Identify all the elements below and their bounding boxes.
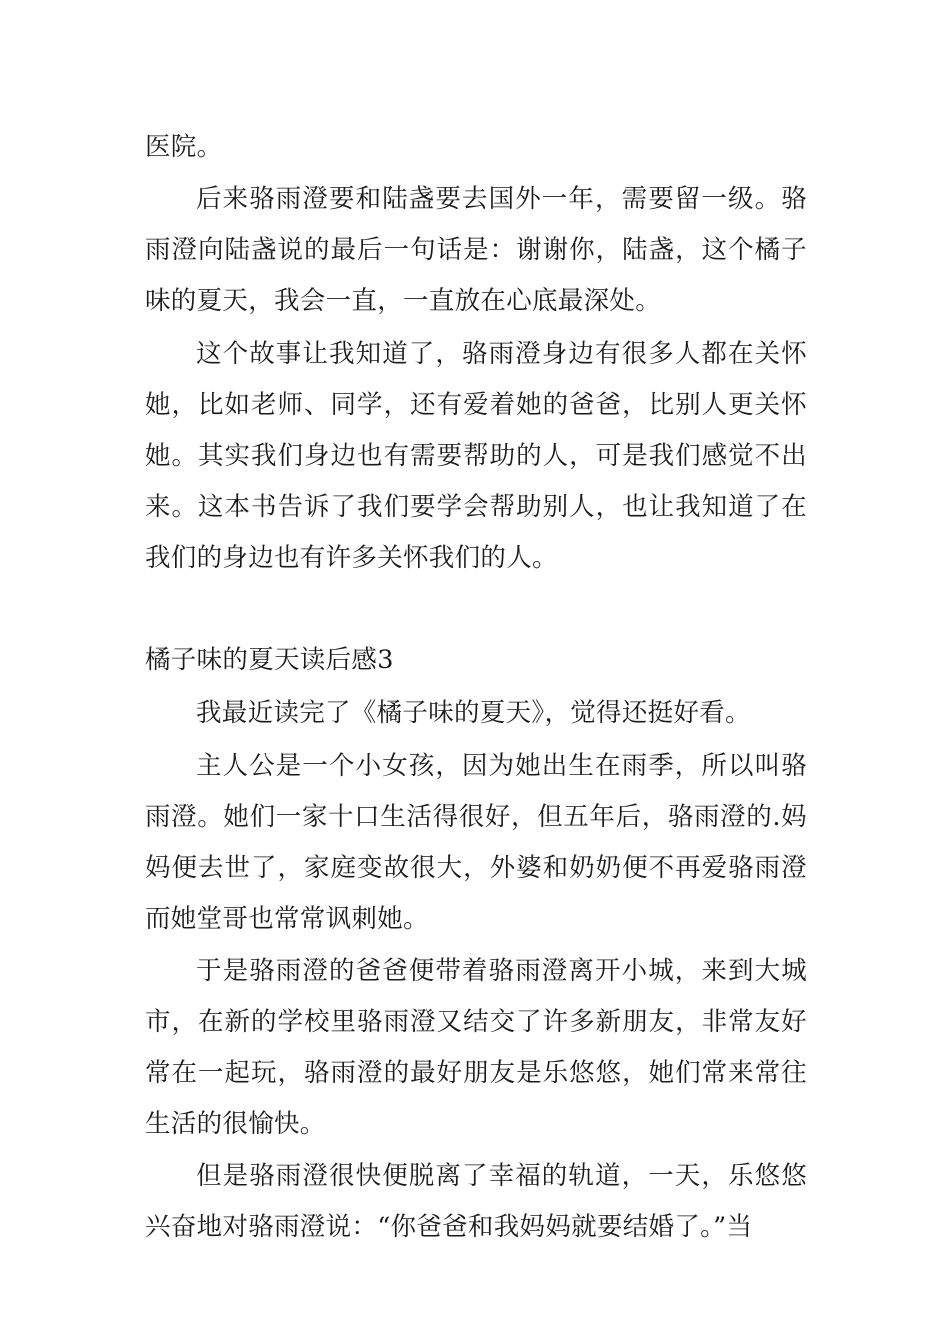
paragraph: 主人公是一个小女孩，因为她出生在雨季，所以叫骆雨澄。她们一家十口生活得很好，但五年后，骆雨澄的.妈妈便去世了，家庭变故很大，外婆和奶奶便不再爱骆雨澄而她堂哥也常常讽刺她。 — [145, 750, 807, 934]
section-title: 橘子味的夏天读后感3 — [145, 645, 394, 676]
paragraph: 医院。 — [145, 132, 223, 162]
paragraph: 这个故事让我知道了，骆雨澄身边有很多人都在关怀她，比如老师、同学，还有爱着她的爸爸，比别人更关怀她。其实我们身边也有需要帮助的人，可是我们感觉不出来。这本书告诉了我们要学会帮助别人，也让我知道了在我们的身边也有许多关怀我们的人。 — [145, 338, 807, 573]
paragraph: 但是骆雨澄很快便脱离了幸福的轨道，一天，乐悠悠兴奋地对骆雨澄说：“你爸爸和我妈妈就要结婚了。”当 — [145, 1161, 807, 1243]
paragraph: 于是骆雨澄的爸爸便带着骆雨澄离开小城，来到大城市，在新的学校里骆雨澄又结交了许多新朋友，非常友好常在一起玩，骆雨澄的最好朋友是乐悠悠，她们常来常往生活的很愉快。 — [145, 955, 807, 1139]
section-gap — [145, 585, 807, 635]
paragraph: 我最近读完了《橘子味的夏天》，觉得还挺好看。 — [196, 698, 751, 729]
paragraph: 后来骆雨澄要和陆盏要去国外一年，需要留一级。骆雨澄向陆盏说的最后一句话是：谢谢你，陆盏，这个橘子味的夏天，我会一直，一直放在心底最深处。 — [145, 184, 807, 317]
document-page — [145, 122, 807, 1255]
